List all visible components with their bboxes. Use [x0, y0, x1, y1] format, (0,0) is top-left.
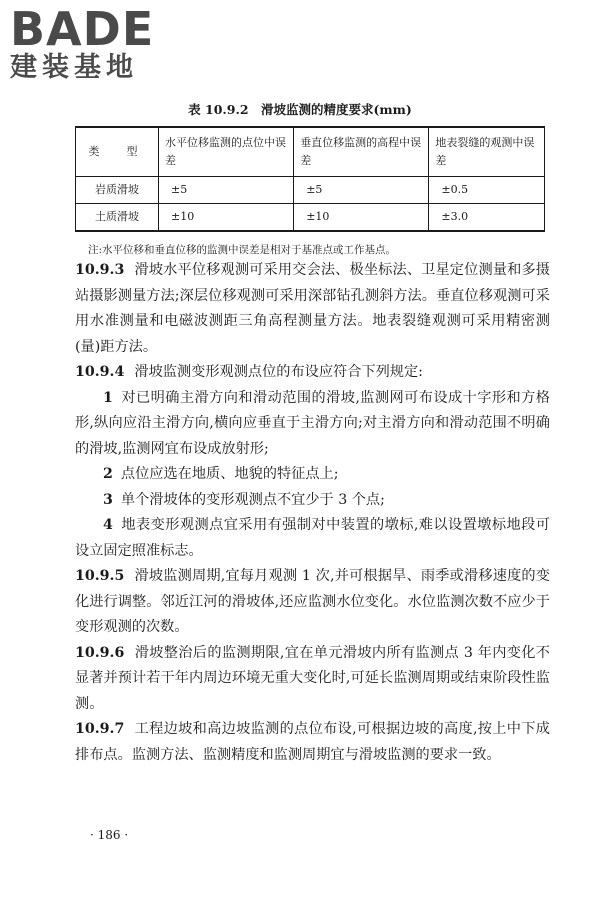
header-type: 类 型 [76, 127, 159, 177]
list-item [75, 462, 550, 488]
clause [75, 641, 550, 718]
accuracy-table [75, 126, 545, 232]
clause-text: 滑坡监测变形观测点位的布设应符合下列规定: [134, 364, 423, 380]
table-caption: 表 10.9.2 滑坡监测的精度要求(mm) [188, 102, 412, 117]
item-text: 单个滑坡体的变形观测点不宜少于 3 个点; [120, 491, 385, 508]
row-cell: ±5 [159, 177, 294, 204]
table-header-row [76, 127, 545, 177]
body-text [75, 258, 550, 768]
clause-text: 滑坡整治后的监测期限,宜在单元滑坡内所有监测点 3 年内变化不显著并预计若干年内周边环境无重大变化时,可延长监测周期或结束阶段性监测。 [75, 644, 550, 712]
item-number: 3 [103, 491, 113, 508]
row-cell: ±0.5 [429, 177, 545, 204]
clause [75, 717, 550, 768]
clause [75, 564, 550, 641]
list-item [75, 488, 550, 514]
clause-number: 10.9.5 [75, 568, 125, 584]
clause-text: 工程边坡和高边坡监测的点位布设,可根据边坡的高度,按上中下成排布点。监测方法、监测精度和监测周期宜与滑坡监测的要求一致。 [75, 721, 550, 763]
item-number: 1 [103, 389, 113, 406]
clause-number: 10.9.6 [75, 644, 125, 661]
clause-number: 10.9.7 [75, 721, 125, 737]
list-item [75, 513, 550, 564]
table-row [76, 204, 545, 232]
row-cell: ±5 [294, 177, 429, 204]
header-crack: 地表裂缝的观测中误差 [429, 127, 545, 177]
item-number: 2 [103, 466, 113, 482]
clause-number: 10.9.3 [75, 262, 125, 278]
clause [75, 258, 550, 360]
clause-text: 滑坡水平位移观测可采用交会法、极坐标法、卫星定位测量和多摄站摄影测量方法;深层位移观测可采用深部钻孔测斜方法。垂直位移观测可采用水准测量和电磁波测距三角高程测量方法。地表裂缝观测可采用精密测(量)距方法。 [75, 262, 550, 355]
item-number: 4 [103, 517, 113, 533]
item-text: 点位应选在地质、地貌的特征点上; [120, 466, 339, 482]
header-horizontal: 水平位移监测的点位中误差 [159, 127, 294, 177]
header-vertical: 垂直位移监测的高程中误差 [294, 127, 429, 177]
table-row [76, 177, 545, 204]
list-item [75, 386, 550, 463]
logo-subtitle: 建装基地 [10, 52, 138, 83]
item-text: 地表变形观测点宜采用有强制对中装置的墩标,难以设置墩标地段可设立固定照准标志。 [75, 517, 550, 559]
item-text: 对已明确主滑方向和滑动范围的滑坡,监测网可布设成十字形和方格形,纵向应沿主滑方向,横向应垂直于主滑方向;对主滑方向和滑动范围不明确的滑坡,监测网宜布设成放射形; [75, 389, 550, 457]
table-note: 注:水平位移和垂直位移的监测中误差是相对于基准点或工作基点。 [88, 244, 397, 256]
clause-number: 10.9.4 [75, 364, 125, 380]
row-type: 岩质滑坡 [76, 177, 159, 204]
clause [75, 360, 550, 386]
row-type: 土质滑坡 [76, 204, 159, 232]
page-number: · 186 · [90, 828, 129, 842]
clause-text: 滑坡监测周期,宜每月观测 1 次,并可根据旱、雨季或滑移速度的变化进行调整。邻近江河的滑坡体,还应监测水位变化。水位监测次数不应少于变形观测的次数。 [75, 568, 550, 635]
row-cell: ±10 [294, 204, 429, 232]
row-cell: ±3.0 [429, 204, 545, 232]
logo [10, 4, 180, 84]
row-cell: ±10 [159, 204, 294, 232]
logo-mark: BADE [10, 2, 155, 56]
